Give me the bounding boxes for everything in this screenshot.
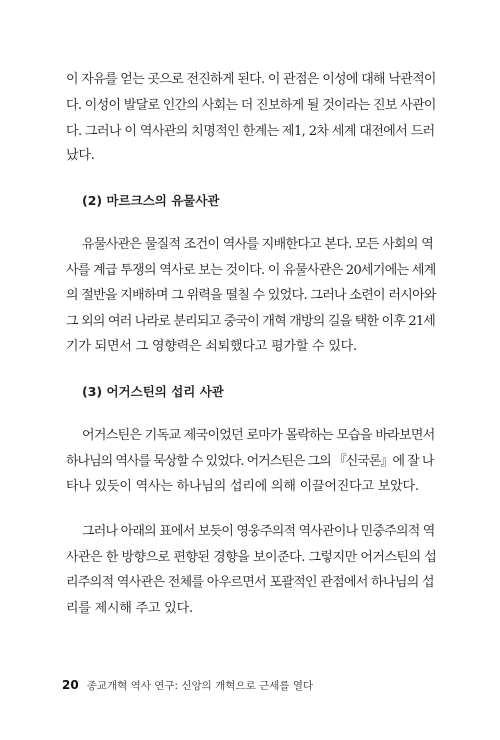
section-heading-3: (3) 어거스틴의 섭리 사관 <box>82 384 224 399</box>
paragraph-1-line-1: 이 자유를 얻는 곳으로 전진하게 된다. 이 관점은 이성에 대해 낙관적이 <box>66 72 436 87</box>
paragraph-3-line-1: 어거스틴은 기독교 제국이었던 로마가 몰락하는 모습을 바라보면서 <box>82 428 435 443</box>
paragraph-4-line-4: 리를 제시해 주고 있다. <box>66 601 193 616</box>
paragraph-2-line-3: 의 절반을 지배하며 그 위력을 떨칠 수 있었다. 그러나 소련이 러시아와 <box>66 288 436 303</box>
paragraph-2-line-1: 유물사관은 물질적 조건이 역사를 지배한다고 본다. 모든 사회의 역 <box>82 237 434 252</box>
page-number: 20 <box>62 678 79 692</box>
paragraph-1-line-4: 났다. <box>66 148 95 163</box>
running-title: 종교개혁 역사 연구: 신앙의 개혁으로 근세를 열다 <box>86 680 314 692</box>
paragraph-2-line-4: 그 외의 여러 나라로 분리되고 중국이 개혁 개방의 길을 택한 이후 21세 <box>66 314 436 329</box>
page-footer <box>62 678 313 693</box>
paragraph-1-line-2: 다. 이성이 발달로 인간의 사회는 더 진보하게 될 것이라는 진보 사관이 <box>66 98 436 113</box>
paragraph-2-line-5: 기가 되면서 그 영향력은 쇠퇴했다고 평가할 수 있다. <box>66 339 357 354</box>
paragraph-2-line-2: 사를 계급 투쟁의 역사로 보는 것이다. 이 유물사관은 20세기에는 세계 <box>66 263 436 278</box>
paragraph-4-line-1: 그러나 아래의 표에서 보듯이 영웅주의적 역사관이나 민중주의적 역 <box>82 524 435 539</box>
paragraph-3-line-3: 타나 있듯이 역사는 하나님의 섭리에 의해 이끌어진다고 보았다. <box>66 479 419 494</box>
paragraph-3-line-2: 하나님의 역사를 묵상할 수 있었다. 어거스틴은 그의 『신국론』에 잘 나 <box>66 454 434 469</box>
section-heading-2: (2) 마르크스의 유물사관 <box>82 193 220 208</box>
paragraph-4-line-2: 사관은 한 방향으로 편향된 경향을 보이준다. 그렇지만 어거스틴의 섭 <box>66 550 437 565</box>
paragraph-4-line-3: 리주의적 역사관은 전체를 아우르면서 포괄적인 관점에서 하나님의 섭 <box>66 575 434 590</box>
paragraph-1-line-3: 다. 그러나 이 역사관의 치명적인 한계는 제1, 2차 세계 대전에서 드러 <box>66 124 435 139</box>
